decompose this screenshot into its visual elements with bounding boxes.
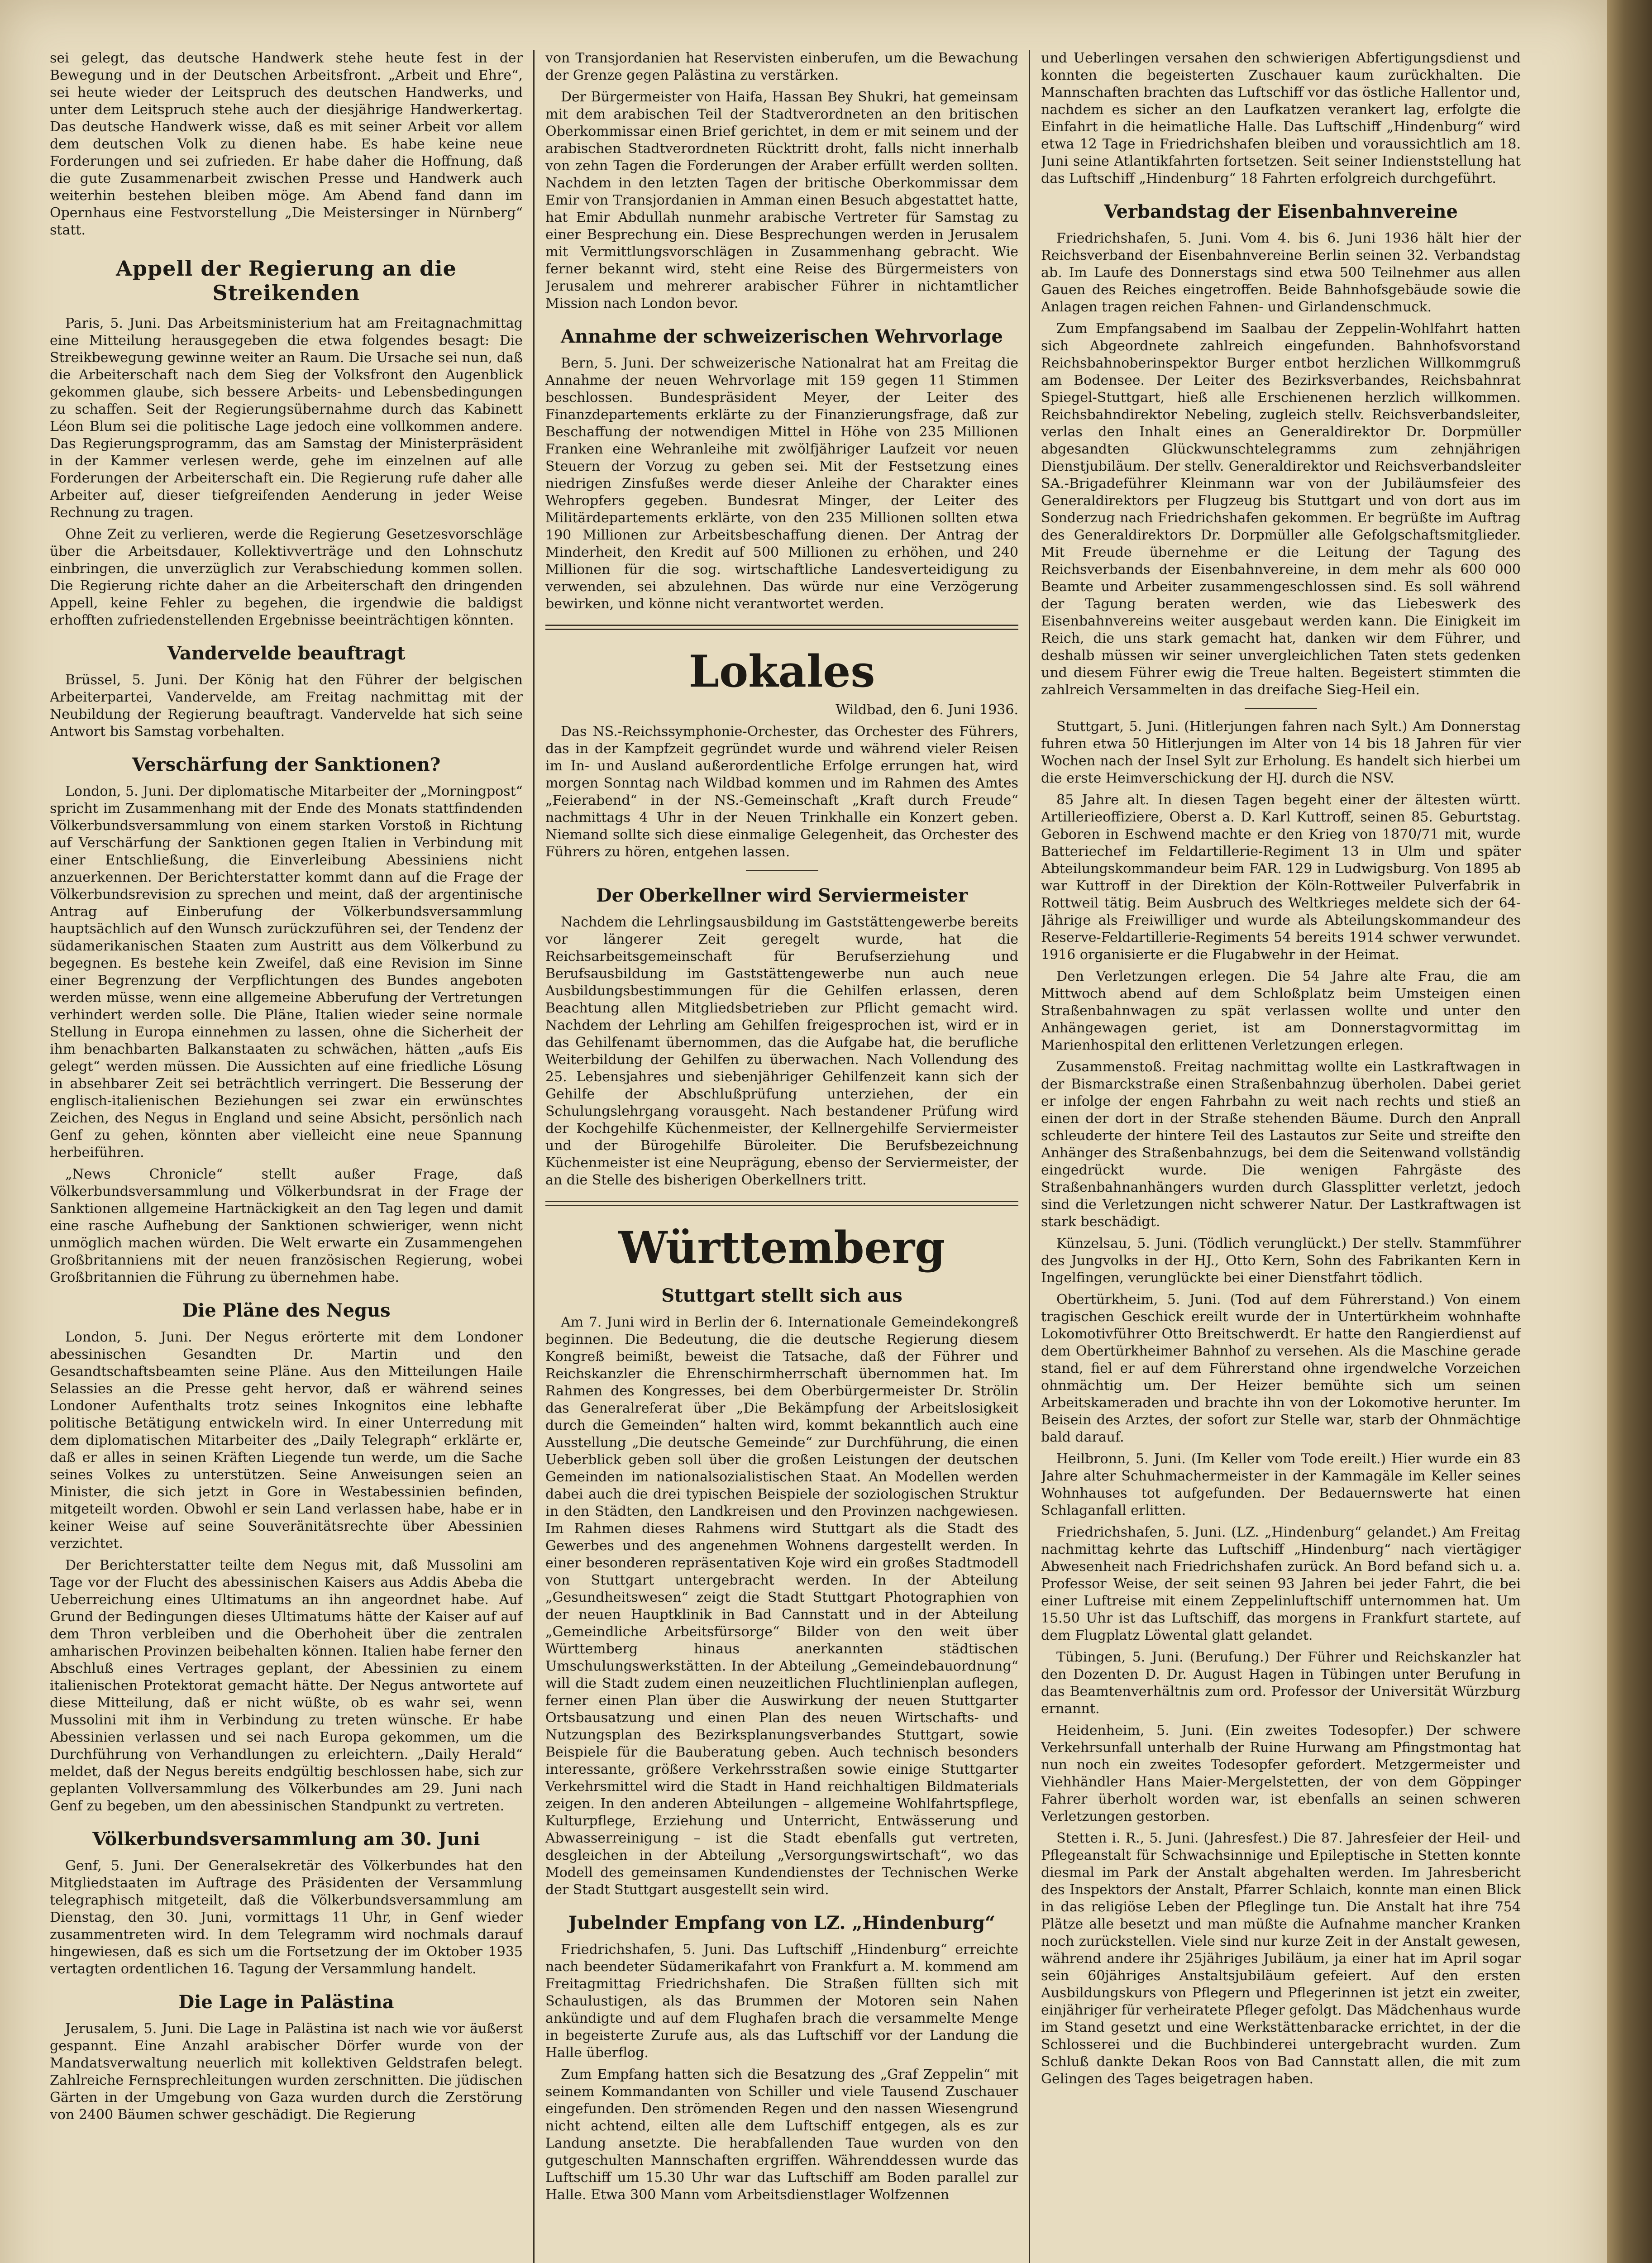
- article-text: Jerusalem, 5. Juni. Die Lage in Palästina ist nach wie vor äußerst gespannt. Eine Anzahl arabischer Dörfer wurde von der Mandatsverwaltung neuerlich mit kollektiven Geldstrafen belegt. Zahlreiche Fernsprechleitungen wurden zerschnitten. Die jüdischen Gärten in der Umgebung von Gaza wurden durch die Zerstörung von 2400 Bäumen schwer geschädigt. Die Regierung: [50, 2021, 523, 2123]
- article-text: „News Chronicle“ stellt außer Frage, daß Völkerbundsversammlung und Völkerbundsrat in der Frage der Sanktionen allgemeine Hartnäckigkeit an den Tag legen und damit eine rasche Aufhebung der Sanktionen schwieriger, wenn nicht unmöglich machen würden. Die Welt erwarte ein Zusammengehen Großbritanniens mit der neuen französischen Regierung, wobei Großbritannien die Führung zu übernehmen habe.: [50, 1166, 523, 1285]
- headline: Annahme der schweizerischen Wehrvorlage: [561, 326, 1003, 347]
- news-item: Tübingen, 5. Juni. (Berufung.) Der Führer und Reichskanzler hat den Dozenten D. Dr. August Hagen in Tübingen unter Berufung in das Beamtenverhältnis zum ord. Professor der Universität Würzburg ernannt.: [1041, 1649, 1521, 1717]
- section-divider: [545, 625, 1018, 630]
- article-text: Das NS.-Reichssymphonie-Orchester, das Orchester des Führers, das in der Kampfzeit gegründet wurde und während vieler Reisen im In- und Ausland außerordentliche Erfolge errungen hat, wird morgen Sonntag nach Wildbad kommen und im Rahmen des Amtes „Feierabend“ in der NS.-Gemeinschaft „Kraft durch Freude“ nachmittags 4 Uhr in der Neuen Trinkhalle ein Konzert geben. Niemand sollte sich diese einmalige Gelegenheit, das Orchester des Führers zu hören, entgehen lassen.: [545, 724, 1018, 860]
- headline: Der Oberkellner wird Serviermeister: [596, 885, 968, 906]
- article-text: London, 5. Juni. Der diplomatische Mitarbeiter der „Morningpost“ spricht im Zusammenhang mit der Ende des Monats stattfindenden Völkerbundsversammlung von einem starken Vorstoß in Richtung auf Verschärfung der Sanktionen gegen Italien in Verbindung mit einer Entschließung, die Einverleibung Abessiniens nicht anzuerkennen. Der Berichterstatter kommt dann auf die Frage der Völkerbundsrevision zu sprechen und meint, daß der argentinische Antrag auf Einberufung der Völkerbundsversammlung hauptsächlich auf den Wunsch zurückzuführen sei, der Tendenz der südamerikanischen Staaten zum Austritt aus dem Völkerbund zu begegnen. Es bestehe kein Zweifel, daß eine Revision im Sinne einer Begrenzung der Verpflichtungen des Bundes angeboten werden müsse, wenn eine allgemeine Abberufung der Vertretungen verhindert werden solle. Die Pläne, Italien wieder seine normale Stellung in Europa einnehmen zu lassen, ohne die Sicherheit der ihm benachbarten Balkanstaaten zu schwächen, hätten „aufs Eis gelegt“ werden müssen. Die Aussichten auf eine friedliche Lösung in absehbarer Zeit sei beträchtlich verringert. Die Besserung der englisch-italienischen Beziehungen sei zwar ein erwünschtes Zeichen, des Negus in England und seine Absicht, persönlich nach Genf zu gehen, könnten aber vielleicht eine neue Spannung herbeiführen.: [50, 783, 523, 1160]
- article-text: Ohne Zeit zu verlieren, werde die Regierung Gesetzesvorschläge über die Arbeitsdauer, Kollektivverträge und den Lohnschutz einbringen, die unverzüglich zur Verabschiedung kommen sollen. Die Regierung richte daher an die Arbeiterschaft den dringenden Appell, keine Fehler zu begehen, die irgendwie die baldigst erhofften zufriedenstellenden Ergebnisse beeinträchtigen könnten.: [50, 526, 523, 628]
- separator: [1245, 708, 1317, 709]
- article-text: Genf, 5. Juni. Der Generalsekretär des Völkerbundes hat den Mitgliedstaaten im Auftrage des Präsidenten der Versammlung telegraphisch mitgeteilt, daß die Völkerbundsversammlung am Dienstag, den 30. Juni, vormittags 11 Uhr, in Genf wieder zusammentreten wird. In dem Telegramm wird nochmals darauf hingewiesen, daß es sich um die Fortsetzung der im Oktober 1935 vertagten ordentlichen 16. Tagung der Versammlung handelt.: [50, 1858, 523, 1977]
- news-item: Künzelsau, 5. Juni. (Tödlich verunglückt.) Der stellv. Stammführer des Jungvolks in der HJ., Otto Kern, Sohn des Fabrikanten Kern in Ingelfingen, verunglückte bei einer Dienstfahrt tödlich.: [1041, 1236, 1521, 1286]
- news-item: Stuttgart, 5. Juni. (Hitlerjungen fahren nach Sylt.) Am Donnerstag fuhren etwa 50 Hitlerjungen im Alter von 14 bis 18 Jahren für vier Wochen nach der Insel Sylt zur Erholung. Es handelt sich hierbei um die erste Heimverschickung der HJ. durch die NSV.: [1041, 719, 1521, 786]
- dateline: Wildbad, den 6. Juni 1936.: [836, 702, 1018, 718]
- headline: Verschärfung der Sanktionen?: [132, 754, 441, 775]
- separator: [746, 870, 818, 871]
- headline: Die Lage in Palästina: [178, 1991, 394, 2013]
- article-text: Friedrichshafen, 5. Juni. Das Luftschiff „Hindenburg“ erreichte nach beendeter Südamerikafahrt von Frankfurt a. M. kommend am Freitagmittag Friedrichshafen. Die Straßen füllten sich mit Schaulustigen, als das Brummen der Motoren sein Nahen ankündigte und auf dem Flughafen brach die versammelte Menge in begeisterte Zurufe aus, als das Luftschiff vor der Landung die Halle überflog.: [545, 1942, 1018, 2061]
- headline: Verbandstag der Eisenbahnvereine: [1104, 201, 1458, 222]
- news-item: Friedrichshafen, 5. Juni. (LZ. „Hindenburg“ gelandet.) Am Freitag nachmittag kehrte das Luftschiff „Hindenburg“ nach viertägiger Abwesenheit nach Friedrichshafen zurück. An Bord befand sich u. a. Professor Weise, der seit seinen 93 Jahren bei jeder Fahrt, die bei einer Luftreise mit einem Zeppelinluftschiff unternommen hat. Um 15.50 Uhr ist das Luftschiff, das morgens in Frankfurt startete, auf dem Flugplatz Löwental glatt gelandet.: [1041, 1524, 1521, 1643]
- news-item: Den Verletzungen erlegen. Die 54 Jahre alte Frau, die am Mittwoch abend auf dem Schloßplatz beim Umsteigen einen Straßenbahnwagen zu spät verlassen wollte und unter den Anhängewagen geriet, ist am Donnerstagvormittag im Marienhospital den erlittenen Verletzungen erlegen.: [1041, 969, 1521, 1053]
- column-rule: [533, 50, 535, 2263]
- article-text: Nachdem die Lehrlingsausbildung im Gaststättengewerbe bereits vor längerer Zeit geregelt wurde, hat die Reichsarbeitsgemeinschaft für Berufserziehung und Berufsausbildung im Gaststättengewerbe nun auch neue Ausbildungsbestimmungen für die Gehilfen erlassen, deren Beachtung allen Mitgliedsbetrieben zur Pflicht gemacht wird. Nachdem der Lehrling am Gehilfen freigesprochen ist, wird er in das Gehilfenamt übernommen, das die Aufgabe hat, die berufliche Weiterbildung der Gehilfen zu überwachen. Nach Vollendung des 25. Lebensjahres und siebenjähriger Gehilfenzeit kann sich der Gehilfe der Abschlußprüfung unterziehen, der ein Schulungslehrgang vorausgeht. Nach bestandener Prüfung wird der Kochgehilfe Küchenmeister, der Kellnergehilfe Serviermeister und der Bürogehilfe Büroleiter. Die Berufsbezeichnung Küchenmeister ist eine Neuprägung, ebenso der Serviermeister, der an die Stelle des bisherigen Oberkellners tritt.: [545, 914, 1018, 1188]
- headline: Jubelnder Empfang von LZ. „Hindenburg“: [568, 1912, 996, 1934]
- news-item: Obertürkheim, 5. Juni. (Tod auf dem Führerstand.) Von einem tragischen Geschick ereilt wurde der in Untertürkheim wohnhafte Lokomotivführer Otto Breitschwerdt. Er hatte den Rangierdienst auf dem Obertürkheimer Bahnhof zu versehen. Als die Maschine gerade stand, fiel er auf dem Führerstand ohne irgendwelche Vorzeichen ohnmächtig um. Der Heizer bemühte sich um seinen Arbeitskameraden und brachte ihn von der Lokomotive herunter. Im Beisein des Arztes, der sofort zur Stelle war, starb der Ohnmächtige bald darauf.: [1041, 1292, 1521, 1445]
- column-2: [545, 50, 1018, 2263]
- section-heading-wuerttemberg: Württemberg: [618, 1222, 945, 1273]
- headline: Appell der Regierung an die Streikenden: [116, 256, 457, 305]
- headline: Die Pläne des Negus: [182, 1300, 391, 1321]
- headline: Vandervelde beauftragt: [167, 643, 406, 664]
- article-text: Der Berichterstatter teilte dem Negus mit, daß Mussolini am Tage vor der Flucht des abessinischen Kaisers aus Addis Abeba die Ueberreichung eines Ultimatums an ihn angeordnet habe. Auf Grund der Bedingungen dieses Ultimatums hätte der Kaiser auf auf dem Thron verbleiben und die Oberhoheit über die zentralen amharischen Provinzen beibehalten können. Italien habe ferner den Abschluß eines Vertrages geplant, der Abessinien zu einem italienischen Protektorat gemacht hätte. Der Negus antwortete auf diese Mitteilung, daß er nicht wüßte, ob es wahr sei, wenn Mussolini mit ihm in Verbindung zu treten wünsche. Er habe Abessinien verlassen und sei nach Europa gekommen, um die Durchführung von Verhandlungen zu erleichtern. „Daily Herald“ meldet, daß der Negus bereits endgültig beschlossen habe, sich zur geplanten Vollversammlung des Völkerbundes am 29. Juni nach Genf zu begeben, um den abessinischen Standpunkt zu vertreten.: [50, 1557, 523, 1814]
- article-text: sei gelegt, das deutsche Handwerk stehe heute fest in der Bewegung und in der Deutschen Arbeitsfront. „Arbeit und Ehre“, sei heute wieder der Leitspruch des deutschen Handwerks, und unter dem Leitspruch stehe auch der diesjährige Handwerkertag. Das deutsche Handwerk wisse, daß es mit seiner Arbeit vor allem dem deutschen Volk zu dienen habe. Es habe keine neue Forderungen und sei zufrieden. Er habe daher die Hoffnung, daß die gute Zusammenarbeit zwischen Presse und Handwerk auch weiterhin bestehen bleiben möge. Am Abend fand dann im Opernhaus eine Festvorstellung „Die Meistersinger in Nürnberg“ statt.: [50, 50, 523, 238]
- column-rule: [1029, 50, 1030, 2263]
- news-item: Zusammenstoß. Freitag nachmittag wollte ein Lastkraftwagen in der Bismarckstraße einen Straßenbahnzug überholen. Dabei geriet er infolge der engen Fahrbahn zu weit nach rechts und stieß an einen der dort in der Straße stehenden Bäume. Durch den Anprall schleuderte der hintere Teil des Lastautos zur Seite und streifte den Anhänger des Straßenbahnzugs, bei dem die Seitenwand vollständig eingedrückt wurde. Die wenigen Fahrgäste des Straßenbahnanhängers wurden durch Glassplitter verletzt, jedoch sind die Verletzungen nicht schwerer Natur. Der Lastkraftwagen ist stark beschädigt.: [1041, 1059, 1521, 1230]
- book-binding-edge: [1607, 0, 1652, 2263]
- article-text: Friedrichshafen, 5. Juni. Vom 4. bis 6. Juni 1936 hält hier der Reichsverband der Eisenbahnvereine Berlin seinen 32. Verbandstag ab. Im Laufe des Donnerstags sind etwa 500 Teilnehmer aus allen Gauen des Reiches eingetroffen. Beide Bahnhofsgebäude sowie die Anlagen tragen reichen Fahnen- und Girlandenschmuck.: [1041, 230, 1521, 315]
- news-item: Stetten i. R., 5. Juni. (Jahresfest.) Die 87. Jahresfeier der Heil- und Pflegeanstalt für Schwachsinnige und Epileptische in Stetten konnte diesmal im Park der Anstalt abgehalten werden. Im Jahresbericht des Inspektors der Anstalt, Pfarrer Schlaich, konnte man einen Blick in das religiöse Leben der Pfleglinge tun. Die Anstalt hat ihre 754 Plätze alle besetzt und man müßte die Aufnahme mancher Kranken noch zurückstellen. Viele sind nur kurze Zeit in der Anstalt gewesen, während andere ihr 25jähriges Jubiläum, ja einer hat im April sogar sein 60jähriges Anstaltsjubiläum gefeiert. Auf den ersten Ausbildungskurs von Pflegern und Pflegerinnen ist jetzt ein zweiter, einjähriger für verheiratete Pfleger gefolgt. Das Mädchenhaus wurde im Stand gesetzt und eine Werkstättenbaracke errichtet, in der die Schlosserei und die Buchbinderei untergebracht wurden. Zum Schluß dankte Dekan Roos von Bad Cannstatt allen, die mit zum Gelingen des Tages beigetragen haben.: [1041, 1830, 1521, 2087]
- article-text: Der Bürgermeister von Haifa, Hassan Bey Shukri, hat gemeinsam mit dem arabischen Teil der Stadtverordneten an den britischen Oberkommissar einen Brief gerichtet, in dem er mit seinem und der arabischen Stadtverordneten Rücktritt droht, falls nicht innerhalb von zehn Tagen die Forderungen der Araber erfüllt werden sollten. Nachdem in den letzten Tagen der britische Oberkommissar dem Emir von Transjordanien in Amman einen Besuch abgestattet hatte, hat Emir Abdullah nunmehr arabische Vertreter für Samstag zu einer Besprechung ein. Diese Besprechungen werden in Jerusalem mit Vermittlungsvorschlägen in Zusammenhang gebracht. Wie ferner bekannt wird, steht eine Reise des Bürgermeisters von Jerusalem und mehrerer arabischer Führer in nichtamtlicher Mission nach London bevor.: [545, 89, 1018, 311]
- headline: Völkerbundsversammlung am 30. Juni: [92, 1829, 480, 1850]
- column-3: [1041, 50, 1521, 2263]
- article-text: Am 7. Juni wird in Berlin der 6. Internationale Gemeindekongreß beginnen. Die Bedeutung, die die deutsche Regierung diesem Kongreß beimißt, beweist die Tatsache, daß der Führer und Reichskanzler die Ehrenschirmherrschaft übernommen hat. Im Rahmen des Kongresses, bei dem Oberbürgermeister Dr. Strölin das Generalreferat über „Die Bekämpfung der Arbeitslosigkeit durch die Gemeinden“ halten wird, kommt bekanntlich auch eine Ausstellung „Die deutsche Gemeinde“ zur Durchführung, die einen Ueberblick geben soll über die großen Leistungen der deutschen Gemeinden im nationalsozialistischen Staat. An Modellen werden dabei auch die drei typischen Beispiele der soziologischen Struktur in den Städten, den Landkreisen und den Provinzen nachgewiesen. Im Rahmen dieses Rahmens wird Stuttgart als die Stadt des Gewerbes und des angenehmen Wohnens dargestellt werden. In einer besonderen repräsentativen Koje wird ein großes Stadtmodell von Stuttgart untergebracht werden. In der Abteilung „Gesundheitswesen“ zeigt die Stadt Stuttgart Photographien von der neuen Hauptklinik in Bad Cannstatt und in der Abteilung „Gemeindliche Arbeitsfürsorge“ Bilder von den weit über Württemberg hinaus anerkannten städtischen Umschulungswerkstätten. In der Abteilung „Gemeindebauordnung“ will die Stadt zudem einen neuzeitlichen Fluchtlinienplan auflegen, ferner einen Plan über die Auswirkung der neuen Stuttgarter Ortsbausatzung und einen Plan des neuen Wirtschafts- und Nutzungsplan des Bezirksplanungsverbandes Stuttgart, sowie Beispiele für die Bauberatung geben. Auch technisch besonders interessante, größere Verkehrsstraßen sowie einige Stuttgarter Verkehrsmittel wird die Stadt in Hand reichhaltigen Bildmaterials zeigen. In den anderen Abteilungen – allgemeine Wohlfahrtspflege, Kulturpflege, Erziehung und Unterricht, Entwässerung und Abwasserreinigung – ist die Stadt ebenfalls gut vertreten, desgleichen in der Abteilung „Versorgungswirtschaft“, wo das Modell des gemeinsamen Kundendienstes der Technischen Werke der Stadt Stuttgart ausgestellt sein wird.: [545, 1314, 1018, 1898]
- article-text: London, 5. Juni. Der Negus erörterte mit dem Londoner abessinischen Gesandten Dr. Martin und den Gesandtschaftsbeamten seine Pläne. Aus den Mitteilungen Haile Selassies an die Presse geht hervor, daß er während seines Londoner Aufenthalts trotz seines Inkognitos eine lebhafte politische Betätigung entwickeln wird. In einer Unterredung mit dem diplomatischen Mitarbeiter des „Daily Telegraph“ erklärte er, daß er alles in seinen Kräften Liegende tun werde, um die Sache seines Volkes zu unterstützen. Seine Anweisungen seien an Minister, die sich jetzt in Gore in Westabessinien befinden, mitgeteilt worden. Obwohl er sein Land verlassen habe, habe er in keiner Weise auf seine Souveränitätsrechte über Abessinien verzichtet.: [50, 1329, 523, 1552]
- article-text: von Transjordanien hat Reservisten einberufen, um die Bewachung der Grenze gegen Palästina zu verstärken.: [545, 50, 1018, 83]
- news-item: Heidenheim, 5. Juni. (Ein zweites Todesopfer.) Der schwere Verkehrsunfall unterhalb der Ruine Hurwang am Pfingstmontag hat nun noch ein zweites Todesopfer gefordert. Metzgermeister und Viehhändler Hans Maier-Mergelstetten, der von dem Göppinger Fahrer überholt worden war, ist ebenfalls an seinen schweren Verletzungen gestorben.: [1041, 1723, 1521, 1824]
- column-1: [50, 50, 523, 2263]
- article-text: Brüssel, 5. Juni. Der König hat den Führer der belgischen Arbeiterpartei, Vandervelde, am Freitag nachmittag mit der Neubildung der Regierung beauftragt. Vandervelde hat sich seine Antwort bis Samstag vorbehalten.: [50, 672, 523, 740]
- section-divider: [545, 1201, 1018, 1206]
- headline: Stuttgart stellt sich aus: [661, 1285, 902, 1306]
- article-text: Paris, 5. Juni. Das Arbeitsministerium hat am Freitagnachmittag eine Mitteilung herausgegeben die etwa folgendes besagt: Die Streikbewegung gewinne weiter an Raum. Die Ursache sei nun, daß die Arbeiterschaft nach dem Sieg der Volksfront den Augenblick gekommen glaube, sich bessere Arbeits- und Lebensbedingungen zu schaffen. Seit der Regierungsübernahme durch das Kabinett Léon Blum sei die politische Lage jedoch eine vollkommen andere. Das Regierungsprogramm, das am Samstag der Ministerpräsident in der Kammer verlesen werde, gehe im einzelnen auf alle Forderungen der Arbeiterschaft ein. Die Regierung rufe daher alle Arbeiter auf, dieser tiefgreifenden Aenderung in jeder Weise Rechnung zu tragen.: [50, 315, 523, 520]
- article-text: und Ueberlingen versahen den schwierigen Abfertigungsdienst und konnten die begeisterten Zuschauer kaum zurückhalten. Die Mannschaften brachten das Luftschiff vor das östliche Hallentor und, nachdem es sicher an den Laufkatzen verankert lag, erfolgte die Einfahrt in die heimatliche Halle. Das Luftschiff „Hindenburg“ wird etwa 12 Tage in Friedrichshafen bleiben und voraussichtlich am 18. Juni seine Atlantikfahrten fortsetzen. Seit seiner Indienststellung hat das Luftschiff „Hindenburg“ 18 Fahrten erfolgreich durchgeführt.: [1041, 50, 1521, 186]
- news-item: Heilbronn, 5. Juni. (Im Keller vom Tode ereilt.) Hier wurde ein 83 Jahre alter Schuhmachermeister in der Kammagäle im Keller seines Wohnhauses tot aufgefunden. Der Bedauernswerte hat einen Schlaganfall erlitten.: [1041, 1451, 1521, 1518]
- article-text: Bern, 5. Juni. Der schweizerische Nationalrat hat am Freitag die Annahme der neuen Wehrvorlage mit 159 gegen 11 Stimmen beschlossen. Bundespräsident Meyer, der Leiter des Finanzdepartements erklärte zu der Finanzierungsfrage, daß zur Beschaffung der notwendigen Mittel in Höhe von 235 Millionen Franken eine Wehranleihe mit zwölfjähriger Laufzeit vor neuen Steuern der Vorzug zu geben sei. Mit der Festsetzung eines niedrigen Zinsfußes werde dieser Anleihe der Charakter eines Wehropfers gegeben. Bundesrat Minger, der Leiter des Militärdepartements erklärte, von den 235 Millionen sollten etwa 190 Millionen zur Arbeitsbeschaffung dienen. Der Antrag der Minderheit, den Kredit auf 500 Millionen zu erhöhen, und 240 Millionen für die sog. wirtschaftliche Landesverteidigung zu verwenden, sei abzulehnen. Das würde nur eine Verzögerung bewirken, und könne nicht verantwortet werden.: [545, 355, 1018, 612]
- news-item: 85 Jahre alt. In diesen Tagen begeht einer der ältesten württ. Artillerieoffiziere, Oberst a. D. Karl Kuttroff, seinen 85. Geburtstag. Geboren in Eschwend machte er den Krieg von 1870/71 mit, wurde Batteriechef im Feldartillerie-Regiment 13 in Ulm und später Abteilungskommandeur beim FAR. 129 in Ludwigsburg. Von 1895 ab war Kuttroff in der Direktion der Köln-Rottweiler Pulverfabrik in Rottweil tätig. Beim Ausbruch des Weltkrieges meldete sich der 64-Jährige als Freiwilliger und wurde als Abteilungskommandeur des Reserve-Feldartillerie-Regiments 54 bereits 1914 schwer verwundet. 1916 organisierte er die Flugabwehr in der Heimat.: [1041, 792, 1521, 963]
- section-heading-lokales: Lokales: [688, 646, 875, 697]
- article-text: Zum Empfangsabend im Saalbau der Zeppelin-Wohlfahrt hatten sich Abgeordnete zahlreich eingefunden. Bahnhofsvorstand Reichsbahnoberinspektor Burger entbot herzlichen Willkommgruß am Bodensee. Der Leiter des Bezirksverbandes, Reichsbahnrat Spiegel-Stuttgart, hieß alle Erschienenen herzlich willkommen. Reichsbahndirektor Nebeling, zugleich stellv. Reichsverbandsleiter, verlas den Inhalt eines an Generaldirektor Dr. Dorpmüller abgesandten Glückwunschtelegramms zum zehnjährigen Dienstjubiläum. Der stellv. Generaldirektor und Reichsverbandsleiter SA.-Brigadeführer Kleinmann war von der Jubiläumsfeier des Generaldirektors per Flugzeug bis Stuttgart und von dort aus im Sonderzug nach Friedrichshafen gekommen. Er begrüßte im Auftrag des Generaldirektors Dr. Dorpmüller alle Gefolgschaftsmitglieder. Mit Freude übernehme er die Leitung der Tagung des Reichsverbands der Eisenbahnvereine, in dem mehr als 600 000 Beamte und Arbeiter zusammengeschlossen sind. Es soll während der Tagung beraten werden, wie das Liebeswerk des Eisenbahnvereins weiter ausgebaut werden kann. Die Einigkeit im Reich, die uns stark gemacht hat, danken wir dem Führer, und deshalb müssen wir seiner unvergleichlichen Taten stets gedenken und diesem Führer ewig die Treue halten. Begeistert stimmten die zahlreich Versammelten in das dreifache Sieg-Heil ein.: [1041, 321, 1521, 698]
- article-text: Zum Empfang hatten sich die Besatzung des „Graf Zeppelin“ mit seinem Kommandanten von Schiller und viele Tausend Zuschauer eingefunden. Den strömenden Regen und den nassen Wiesengrund nicht achtend, eilten alle dem Luftschiff entgegen, als es zur Landung ansetzte. Die herabfallenden Taue wurden von den gutgeschulten Mannschaften ergriffen. Währenddessen wurde das Luftschiff um 15.30 Uhr war das Luftschiff am Boden parallel zur Halle. Etwa 300 Mann vom Arbeitsdienstlager Wolfzennen: [545, 2067, 1018, 2203]
